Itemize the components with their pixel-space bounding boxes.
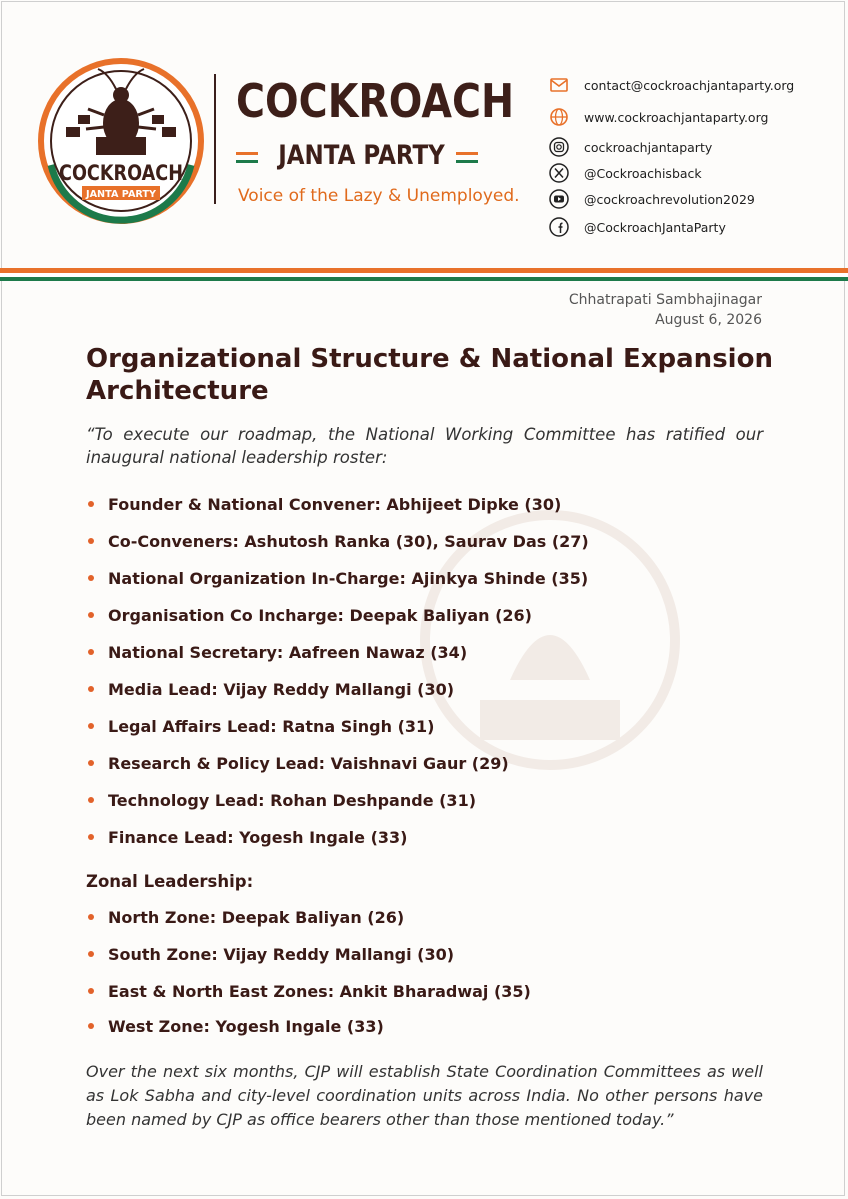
list-item-text: East & North East Zones: Ankit Bharadwaj (35): [108, 981, 531, 1001]
bullet-icon: [88, 723, 94, 729]
list-item-text: Technology Lead: Rohan Deshpande (31): [108, 790, 477, 810]
list-item: [88, 641, 467, 663]
bullet-icon: [88, 575, 94, 581]
bullet-icon: [88, 612, 94, 618]
zonal-heading: Zonal Leadership:: [86, 872, 254, 891]
list-item: [88, 567, 588, 589]
list-item: [88, 752, 509, 774]
contact-youtube[interactable]: [548, 188, 755, 210]
instagram-icon: [548, 136, 570, 158]
contact-x-text: @Cockroachisback: [584, 165, 702, 181]
contact-instagram-text: cockroachjantaparty: [584, 139, 713, 155]
list-item: [88, 789, 476, 811]
list-item-text: West Zone: Yogesh Ingale (33): [108, 1016, 384, 1036]
bullet-icon: [88, 538, 94, 544]
list-item-text: Research & Policy Lead: Vaishnavi Gaur (29): [108, 753, 509, 773]
contact-instagram[interactable]: [548, 136, 712, 158]
contact-youtube-text: @cockroachrevolution2029: [584, 191, 755, 207]
stripe-green: [0, 277, 848, 281]
list-item-text: National Secretary: Aafreen Nawaz (34): [108, 642, 468, 662]
list-item-text: North Zone: Deepak Baliyan (26): [108, 907, 405, 927]
list-item: [88, 1015, 384, 1037]
facebook-icon: [548, 216, 570, 238]
list-item-text: Founder & National Convener: Abhijeet Dipke (30): [108, 494, 562, 514]
subtitle-line-saffron-left: [236, 152, 258, 155]
tagline: Voice of the Lazy & Unemployed.: [238, 186, 520, 206]
bullet-icon: [88, 501, 94, 507]
bullet-icon: [88, 914, 94, 920]
youtube-icon: [548, 188, 570, 210]
list-item: [88, 678, 454, 700]
place-text: Chhatrapati Sambhajinagar: [568, 292, 762, 308]
subtitle-line-saffron-right: [456, 152, 478, 155]
list-item: [88, 493, 561, 515]
list-item-text: Legal Affairs Lead: Ratna Singh (31): [108, 716, 435, 736]
brand-subtitle-block: [236, 142, 482, 176]
list-item-text: South Zone: Vijay Reddy Mallangi (30): [108, 944, 455, 964]
subtitle-line-green-left: [236, 160, 258, 163]
bullet-icon: [88, 686, 94, 692]
contact-facebook[interactable]: [548, 216, 726, 238]
bullet-icon: [88, 1023, 94, 1029]
list-item-text: Media Lead: Vijay Reddy Mallangi (30): [108, 679, 455, 699]
contact-website[interactable]: [548, 106, 768, 128]
contact-email[interactable]: [548, 74, 794, 96]
bullet-icon: [88, 951, 94, 957]
list-item-text: Organisation Co Incharge: Deepak Baliyan (26): [108, 605, 532, 625]
list-item-text: Co-Conveners: Ashutosh Ranka (30), Saurav Das (27): [108, 531, 589, 551]
list-item: [88, 943, 454, 965]
list-item: [88, 980, 531, 1002]
x-twitter-icon: [548, 162, 570, 184]
list-item-text: Finance Lead: Yogesh Ingale (33): [108, 827, 408, 847]
contact-x[interactable]: [548, 162, 702, 184]
list-item: [88, 906, 404, 928]
party-logo: [38, 55, 204, 227]
letterhead: [0, 0, 848, 268]
contact-website-text: www.cockroachjantaparty.org: [584, 109, 769, 125]
bullet-icon: [88, 834, 94, 840]
list-item: [88, 604, 532, 626]
contact-email-text: contact@cockroachjantaparty.org: [584, 77, 795, 93]
brand-subtitle: JANTA PARTY: [278, 140, 445, 171]
list-item: [88, 530, 589, 552]
subtitle-line-green-right: [456, 160, 478, 163]
brand-title: COCKROACH: [236, 74, 515, 128]
date-text: August 6, 2026: [655, 312, 762, 328]
logo-text-sub: JANTA PARTY: [85, 189, 157, 200]
document-title: Organizational Structure & National Expansion Architecture: [86, 344, 773, 406]
watermark-logo: [420, 470, 680, 800]
contact-facebook-text: @CockroachJantaParty: [584, 219, 726, 235]
list-item: [88, 826, 407, 848]
bullet-icon: [88, 649, 94, 655]
globe-icon: [548, 106, 570, 128]
logo-text-main: COCKROACH: [59, 161, 183, 185]
intro-paragraph: “To execute our roadmap, the National Working Committee has ratified our inaugural national leadership roster:: [86, 425, 763, 467]
list-item: [88, 715, 434, 737]
bullet-icon: [88, 988, 94, 994]
bullet-icon: [88, 797, 94, 803]
bullet-icon: [88, 760, 94, 766]
list-item-text: National Organization In-Charge: Ajinkya Shinde (35): [108, 568, 589, 588]
closing-paragraph: Over the next six months, CJP will establish State Coordination Committees as well as Lok Sabha and city-level coordination units across India. No other persons have been named by CJP as office bearers other than those mentioned today.”: [86, 1062, 763, 1129]
header-divider: [214, 74, 216, 204]
email-icon: [548, 74, 570, 96]
